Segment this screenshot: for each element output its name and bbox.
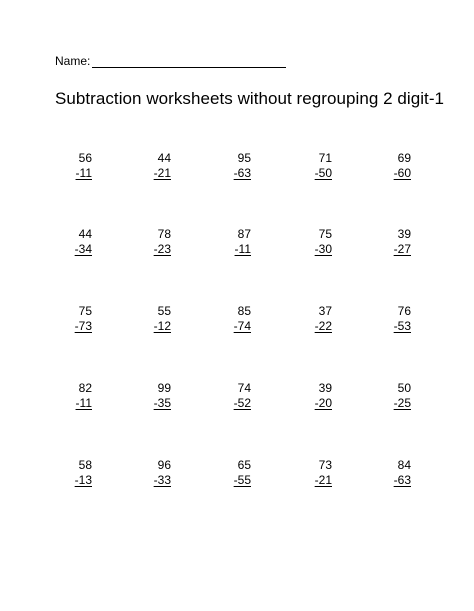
problem — [52, 458, 92, 488]
problem-subtrahend: -23 — [153, 242, 171, 256]
name-blank-line[interactable] — [92, 55, 286, 68]
problem — [131, 304, 171, 334]
problem — [211, 304, 251, 334]
problem-minuend: 69 — [397, 151, 411, 165]
problem-minuend: 78 — [157, 227, 171, 241]
worksheet-title: Subtraction worksheets without regrouping 2 digit-1 — [55, 89, 445, 108]
problem-subtrahend: -73 — [74, 319, 92, 333]
problem-subtrahend: -22 — [314, 319, 332, 333]
problem-subtrahend: -11 — [75, 166, 92, 180]
problem-minuend: 39 — [397, 227, 411, 241]
problem-minuend: 82 — [78, 381, 92, 395]
problem-subtrahend: -11 — [234, 242, 251, 256]
problem-subtrahend: -33 — [153, 473, 171, 487]
problem — [52, 304, 92, 334]
problem-subtrahend: -27 — [393, 242, 411, 256]
problem — [371, 381, 411, 411]
problem-subtrahend: -12 — [153, 319, 171, 333]
problem — [52, 151, 92, 181]
problem-subtrahend: -30 — [314, 242, 332, 256]
problem — [292, 304, 332, 334]
problem — [211, 151, 251, 181]
problem-subtrahend: -53 — [393, 319, 411, 333]
problem — [211, 381, 251, 411]
problem-minuend: 96 — [157, 458, 171, 472]
problem-minuend: 73 — [318, 458, 332, 472]
problem — [371, 227, 411, 257]
problem-subtrahend: -63 — [393, 473, 411, 487]
problem — [292, 458, 332, 488]
problem-subtrahend: -35 — [153, 396, 171, 410]
problem — [292, 227, 332, 257]
problem-subtrahend: -52 — [233, 396, 251, 410]
problem-minuend: 58 — [78, 458, 92, 472]
problem-minuend: 75 — [318, 227, 332, 241]
problem — [131, 227, 171, 257]
problem-subtrahend: -74 — [233, 319, 251, 333]
problem-subtrahend: -20 — [314, 396, 332, 410]
problem-minuend: 56 — [78, 151, 92, 165]
problem-subtrahend: -11 — [75, 396, 92, 410]
problem-minuend: 65 — [237, 458, 251, 472]
problem-minuend: 39 — [318, 381, 332, 395]
problem — [131, 381, 171, 411]
problem — [211, 458, 251, 488]
problem — [52, 227, 92, 257]
problem-minuend: 37 — [318, 304, 332, 318]
problem — [131, 151, 171, 181]
problem — [371, 151, 411, 181]
problem — [371, 304, 411, 334]
name-label: Name: — [55, 54, 91, 68]
problem — [292, 151, 332, 181]
problem-minuend: 76 — [397, 304, 411, 318]
problem-subtrahend: -13 — [74, 473, 92, 487]
problem-minuend: 44 — [78, 227, 92, 241]
problem-subtrahend: -50 — [314, 166, 332, 180]
problem-minuend: 84 — [397, 458, 411, 472]
problem-minuend: 71 — [318, 151, 332, 165]
problem-subtrahend: -60 — [393, 166, 411, 180]
problem — [211, 227, 251, 257]
problem-minuend: 55 — [157, 304, 171, 318]
problem-minuend: 99 — [157, 381, 171, 395]
name-row — [55, 54, 286, 68]
problem-minuend: 74 — [237, 381, 251, 395]
problem-subtrahend: -25 — [393, 396, 411, 410]
problem-subtrahend: -55 — [233, 473, 251, 487]
problem-minuend: 75 — [78, 304, 92, 318]
problem — [131, 458, 171, 488]
problem-minuend: 87 — [237, 227, 251, 241]
problem-subtrahend: -21 — [314, 473, 332, 487]
problem-subtrahend: -21 — [153, 166, 171, 180]
problem — [292, 381, 332, 411]
problem — [371, 458, 411, 488]
problem-minuend: 85 — [237, 304, 251, 318]
problem-minuend: 44 — [157, 151, 171, 165]
problem-subtrahend: -34 — [74, 242, 92, 256]
problem-subtrahend: -63 — [233, 166, 251, 180]
problem-minuend: 50 — [397, 381, 411, 395]
problem — [52, 381, 92, 411]
problem-minuend: 95 — [237, 151, 251, 165]
